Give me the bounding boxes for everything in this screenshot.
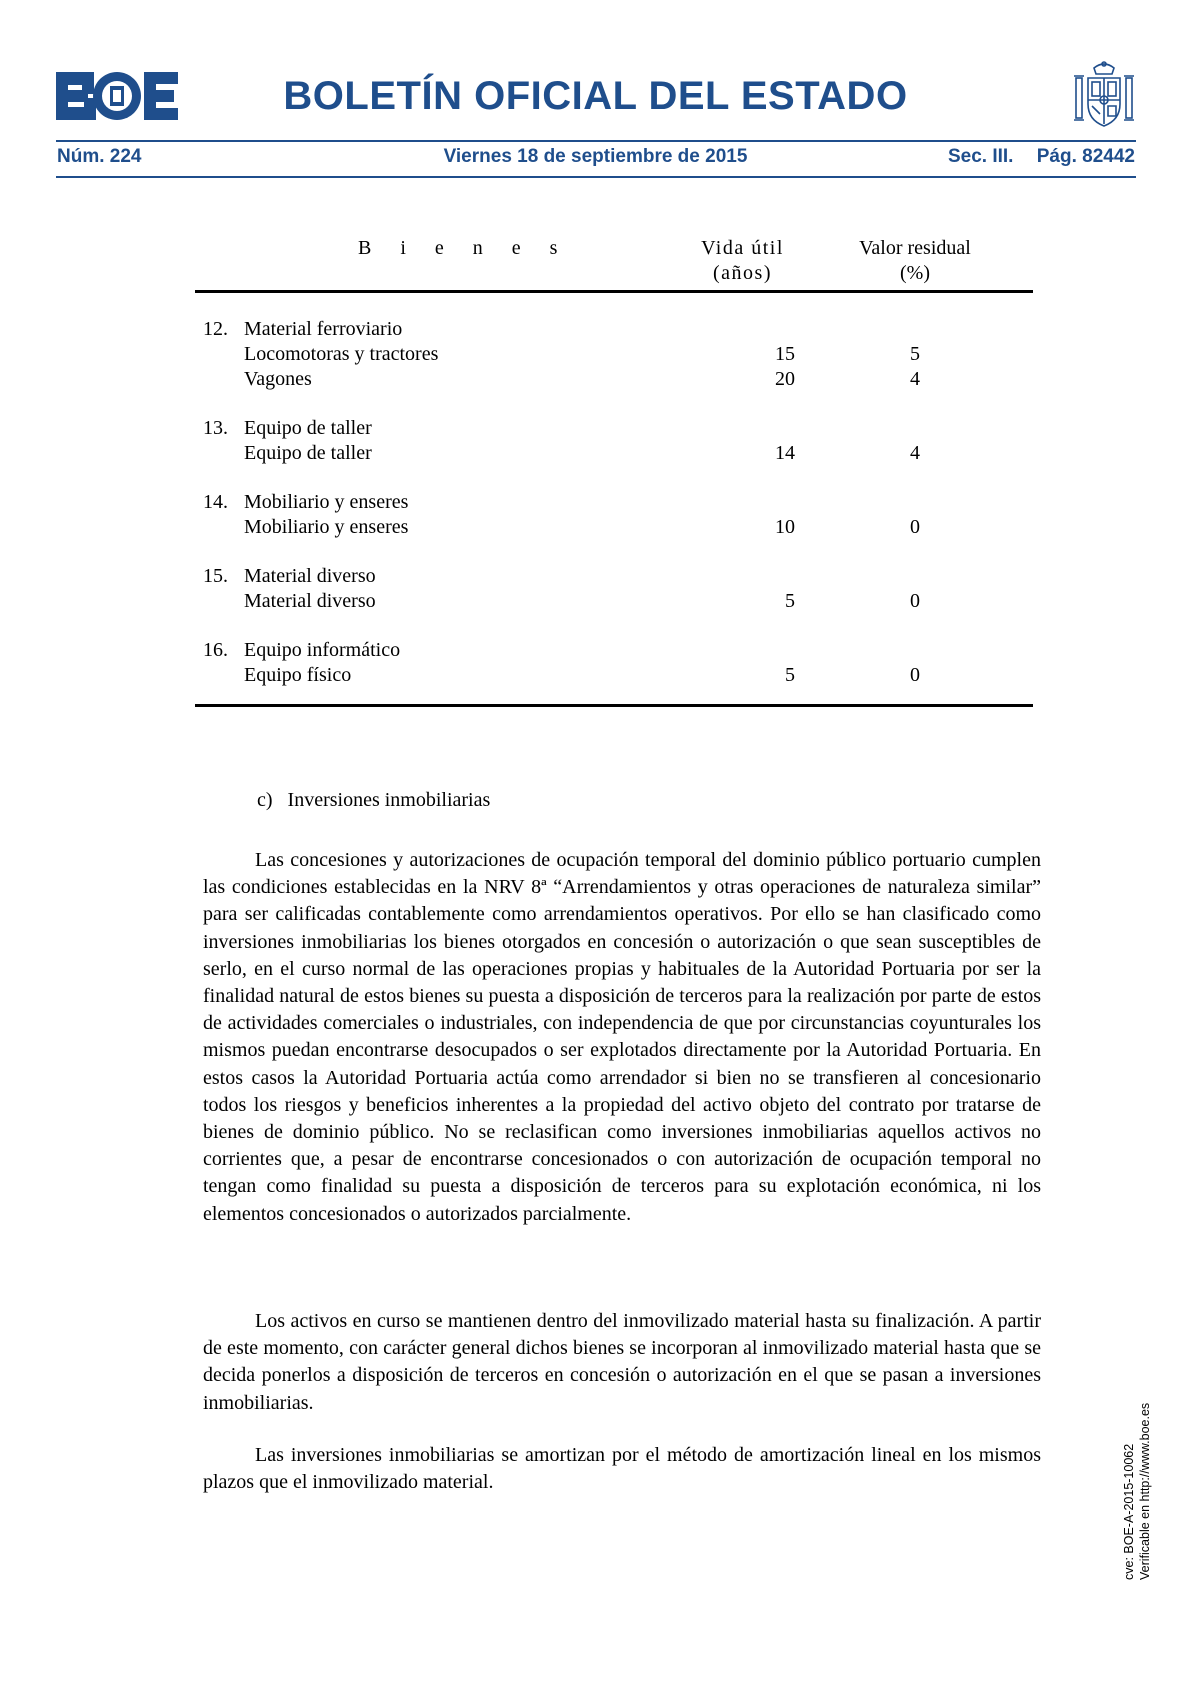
bulletin-title: BOLETÍN OFICIAL DEL ESTADO [283, 74, 908, 118]
item-vida [655, 367, 795, 392]
group-number: 16. [203, 639, 228, 661]
item-valor: 5 [910, 343, 920, 365]
item-vida [655, 342, 795, 367]
item-vida-value: 10 [775, 516, 795, 538]
group-row [195, 416, 1035, 441]
group-number: 14. [203, 491, 228, 513]
item-valor: 4 [910, 442, 920, 464]
item-vida-value: 15 [775, 343, 795, 365]
header-bienes: B i e n e s [358, 237, 570, 259]
table-body [195, 317, 1035, 712]
item-name: Locomotoras y tractores [244, 343, 439, 365]
item-vida [655, 441, 795, 466]
group-name: Equipo informático [244, 639, 401, 661]
coat-of-arms-icon [1072, 60, 1136, 130]
header-rule-top [56, 140, 1136, 142]
section-label: Sec. III. [947, 146, 1014, 167]
item-vida-value: 14 [775, 442, 795, 464]
item-name: Mobiliario y enseres [244, 516, 409, 538]
group-row [195, 638, 1035, 663]
table-rule-bottom [195, 704, 1033, 707]
cve-code: cve: BOE-A-2015-10062 [1122, 1443, 1136, 1580]
table-group [195, 638, 1035, 688]
table-rule-top [195, 290, 1033, 293]
group-number: 12. [203, 318, 228, 340]
table-row [195, 441, 1035, 466]
table-group [195, 490, 1035, 540]
table-row [195, 589, 1035, 614]
header-rule-bottom [56, 176, 1136, 178]
group-name: Material diverso [244, 565, 376, 587]
item-vida [655, 663, 795, 688]
header-vida-util [675, 236, 810, 286]
section-page [948, 146, 1135, 168]
group-row [195, 564, 1035, 589]
table-header [195, 236, 1035, 288]
issue-number: Núm. 224 [57, 146, 142, 167]
item-vida-value: 5 [785, 590, 795, 612]
item-vida [655, 515, 795, 540]
group-number: 15. [203, 565, 228, 587]
item-name: Material diverso [244, 590, 376, 612]
group-name: Equipo de taller [244, 417, 372, 439]
paragraph: Los activos en curso se mantienen dentro del inmovilizado material hasta su finalización. A partir de este momento, con carácter general dichos bienes se incorporan al inmovilizado material hasta que se decida ponerlos a disposición de terceros en concesión o autorización en el que se pasan a inversiones inmobiliarias. [203, 1310, 1041, 1414]
group-name: Mobiliario y enseres [244, 491, 409, 513]
table-row [195, 515, 1035, 540]
item-valor: 0 [910, 590, 920, 612]
table-row [195, 367, 1035, 392]
header-vida-line2: (años) [713, 262, 772, 284]
item-name: Equipo de taller [244, 442, 372, 464]
table-group [195, 317, 1035, 392]
group-name: Material ferroviario [244, 318, 403, 340]
amortization-table [195, 236, 1035, 686]
paragraph: Las concesiones y autorizaciones de ocupación temporal del dominio público portuario cumplen las condiciones establecidas en la NRV 8ª “Arrendamientos y otras operaciones de naturaleza similar” para ser calificadas contablemente como arrendamientos operativos. Por ello se han clasificado como inversiones inmobiliarias los bienes otorgados en concesión o autorización o que sean susceptibles de serlo, en el curso normal de las operaciones propias y habituales de la Autoridad Portuaria por ser la finalidad natural de estos bienes su puesta a disposición de terceros para la realización por parte de estos de actividades comerciales o industriales, con independencia de que por circunstancias coyunturales los mismos puedan encontrarse desocupados o ser explotados directamente por la Autoridad Portuaria. En estos casos la Autoridad Portuaria actúa como arrendador si bien no se transfieren al concesionario todos los riesgos y beneficios inherentes a la propiedad del activo objeto del contrato por tratarse de bienes de dominio público. No se reclasifican como inversiones inmobiliarias aquellos activos no corrientes que, a pesar de encontrarse concesionados o con autorización de ocupación temporal no tengan como finalidad su puesta a disposición de terceros para su explotación económica, ni los elementos concesionados o autorizados parcialmente. [203, 849, 1041, 1225]
item-vida-value: 20 [775, 368, 795, 390]
item-name: Vagones [244, 368, 312, 390]
issue-date: Viernes 18 de septiembre de 2015 [443, 146, 748, 167]
item-vida-value: 5 [785, 664, 795, 686]
item-valor: 4 [910, 368, 920, 390]
table-group [195, 416, 1035, 466]
header-valor-line2: (%) [900, 262, 930, 284]
group-row [195, 317, 1035, 342]
header-vida-line1: Vida útil [701, 237, 784, 259]
header-valor-residual [830, 236, 1000, 286]
page-label: Pág. 82442 [1036, 146, 1135, 167]
item-valor: 0 [910, 516, 920, 538]
paragraph: Las inversiones inmobiliarias se amortizan por el método de amortización lineal en los mismos plazos que el inmovilizado material. [203, 1444, 1041, 1494]
section-heading: c) Inversiones inmobiliarias [257, 789, 491, 811]
table-row [195, 663, 1035, 688]
table-group [195, 564, 1035, 614]
verification-link[interactable]: Verificable en http://www.boe.es [1138, 1402, 1152, 1580]
item-valor: 0 [910, 664, 920, 686]
table-row [195, 342, 1035, 367]
item-name: Equipo físico [244, 664, 352, 686]
group-number: 13. [203, 417, 228, 439]
item-vida [655, 589, 795, 614]
verification-note [1121, 1403, 1153, 1580]
group-row [195, 490, 1035, 515]
header-valor-line1: Valor residual [859, 237, 971, 259]
